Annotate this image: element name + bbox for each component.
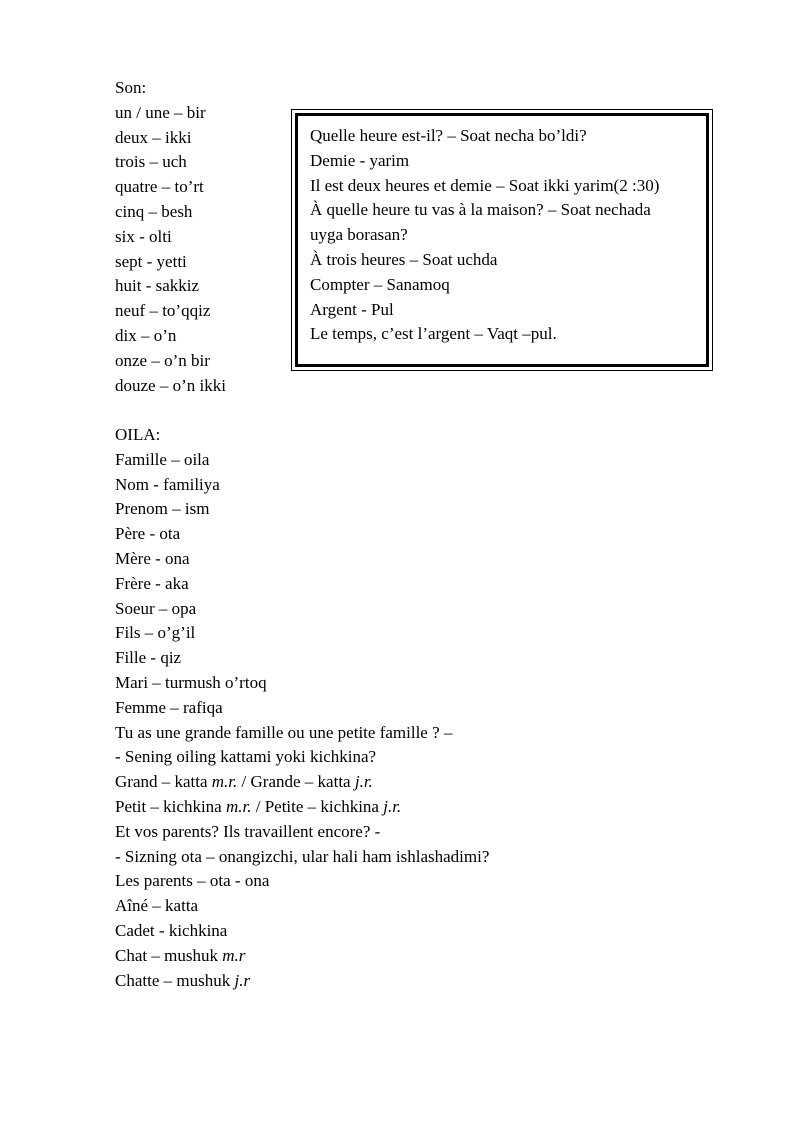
family-item: Mari – turmush o’rtoq bbox=[115, 672, 267, 692]
grand-line bbox=[115, 770, 675, 795]
number-item: neuf – to’qqiz bbox=[115, 301, 211, 321]
grand-abbr-2: j.r. bbox=[354, 772, 373, 792]
petit-abbr-2: j.r. bbox=[383, 796, 402, 816]
family-question-translation: - Sizning ota – onangizchi, ular hali ham ishlashadimi? bbox=[115, 846, 490, 866]
petit-text-1: Petit – kichkina bbox=[115, 796, 226, 816]
petit-abbr-1: m.r. bbox=[225, 796, 252, 816]
time-vocabulary-box bbox=[291, 109, 713, 371]
family-item: Mère - ona bbox=[115, 548, 190, 568]
family-item: Nom - familiya bbox=[115, 474, 220, 494]
family-question: Tu as une grande famille ou une petite famille ? – bbox=[115, 722, 453, 742]
box-line: Il est deux heures et demie – Soat ikki yarim(2 :30) bbox=[310, 175, 660, 195]
family-item: Les parents – ota - ona bbox=[115, 871, 270, 891]
chatte-abbr: j.r bbox=[234, 970, 251, 990]
number-item: quatre – to’rt bbox=[115, 177, 204, 197]
family-item: Soeur – opa bbox=[115, 598, 197, 618]
family-section bbox=[115, 423, 675, 993]
number-item: huit - sakkiz bbox=[115, 276, 200, 296]
box-line: À quelle heure tu vas à la maison? – Soat nechada bbox=[310, 200, 651, 220]
box-line: À trois heures – Soat uchda bbox=[310, 249, 498, 269]
box-line: Demie - yarim bbox=[310, 150, 410, 170]
family-item: Père - ota bbox=[115, 524, 181, 544]
family-item: Frère - aka bbox=[115, 573, 189, 593]
box-line: Compter – Sanamoq bbox=[310, 274, 450, 294]
time-vocabulary-box-inner bbox=[295, 113, 709, 367]
number-item: un / une – bir bbox=[115, 102, 206, 122]
box-line: Argent - Pul bbox=[310, 299, 394, 319]
number-item: cinq – besh bbox=[115, 201, 193, 221]
petit-line bbox=[115, 795, 675, 820]
number-item: onze – o’n bir bbox=[115, 350, 210, 370]
grand-abbr-1: m.r. bbox=[211, 772, 238, 792]
family-item: Fille - qiz bbox=[115, 648, 182, 668]
number-item: deux – ikki bbox=[115, 127, 192, 147]
number-item: trois – uch bbox=[115, 152, 187, 172]
grand-text-1: Grand – katta bbox=[115, 772, 212, 792]
numbers-heading: Son: bbox=[115, 78, 147, 97]
grand-text-2: / Grande – katta bbox=[237, 772, 355, 792]
family-question: Et vos parents? Ils travaillent encore? - bbox=[115, 821, 381, 841]
box-line: Quelle heure est-il? – Soat necha bo’ldi? bbox=[310, 126, 587, 145]
chat-line bbox=[115, 944, 675, 969]
box-line: Le temps, c’est l’argent – Vaqt –pul. bbox=[310, 324, 557, 344]
number-item: dix – o’n bbox=[115, 325, 177, 345]
family-heading: OILA: bbox=[115, 425, 161, 444]
family-item: Cadet - kichkina bbox=[115, 920, 228, 940]
family-item: Aîné – katta bbox=[115, 896, 199, 916]
family-item: Prenom – ism bbox=[115, 499, 210, 519]
chat-text: Chat – mushuk bbox=[115, 945, 223, 965]
family-item: Fils – o’g’il bbox=[115, 623, 196, 643]
chatte-line bbox=[115, 969, 675, 994]
number-item: six - olti bbox=[115, 226, 172, 246]
family-question-translation: - Sening oiling kattami yoki kichkina? bbox=[115, 747, 377, 767]
chatte-text: Chatte – mushuk bbox=[115, 970, 235, 990]
chat-abbr: m.r bbox=[222, 945, 246, 965]
box-line: uyga borasan? bbox=[310, 225, 408, 245]
family-item: Femme – rafiqa bbox=[115, 697, 223, 717]
number-item: sept - yetti bbox=[115, 251, 187, 271]
family-item: Famille – oila bbox=[115, 449, 210, 469]
petit-text-2: / Petite – kichkina bbox=[251, 796, 384, 816]
number-item: douze – o’n ikki bbox=[115, 375, 226, 395]
